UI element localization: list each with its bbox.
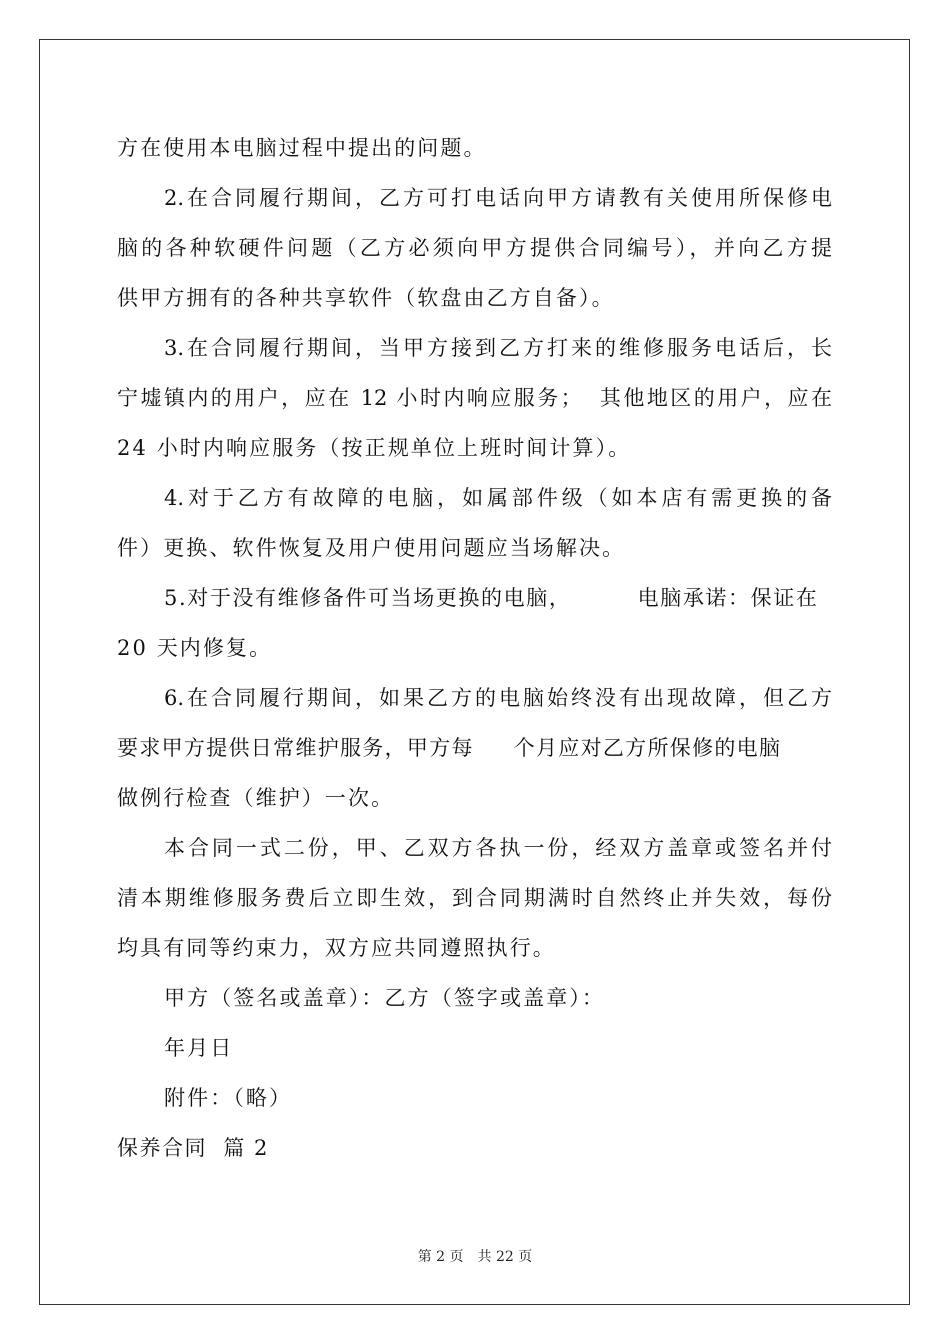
page-footer bbox=[0, 1247, 950, 1267]
text-line: 2.在合同履行期间，乙方可打电话向甲方请教有关使用所保修电 bbox=[164, 186, 832, 210]
text-line: 20 天内修复。 bbox=[117, 636, 273, 660]
text-line: 3.在合同履行期间，当甲方接到乙方打来的维修服务电话后，长 bbox=[164, 336, 832, 360]
text-line: 供甲方拥有的各种共享软件（软盘由乙方自备）。 bbox=[117, 286, 615, 310]
text-line: 脑的各种软硬件问题（乙方必须向甲方提供合同编号），并向乙方提 bbox=[117, 236, 832, 260]
text-line: 24 小时内响应服务（按正规单位上班时间计算）。 bbox=[117, 436, 632, 460]
text-line: 4.对于乙方有故障的电脑，如属部件级（如本店有需更换的备 bbox=[164, 486, 832, 510]
text-line: 均具有同等约束力，双方应共同遵照执行。 bbox=[117, 936, 556, 960]
page-border bbox=[39, 39, 910, 1305]
page-number: 第 2 页 bbox=[417, 1249, 464, 1265]
text-line: 6.在合同履行期间，如果乙方的电脑始终没有出现故障，但乙方 bbox=[164, 686, 832, 710]
text-line: 本合同一式二份，甲、乙双方各执一份，经双方盖章或签名并付 bbox=[164, 836, 832, 860]
signature-line: 甲方（签名或盖章）：乙方（签字或盖章）： bbox=[164, 986, 605, 1010]
text-line: 宁墟镇内的用户，应在 12 小时内响应服务； 其他地区的用户，应在 bbox=[117, 386, 832, 410]
text-line: 方在使用本电脑过程中提出的问题。 bbox=[117, 136, 487, 160]
page-total: 共 22 页 bbox=[477, 1249, 533, 1265]
attachment-line: 附件：（略） bbox=[164, 1086, 293, 1110]
date-line: 年月日 bbox=[164, 1036, 234, 1060]
text-line: 做例行检查（维护）一次。 bbox=[117, 786, 395, 810]
text-line: 件）更换、软件恢复及用户使用问题应当场解决。 bbox=[117, 536, 626, 560]
text-line: 5.对于没有维修备件可当场更换的电脑， 电脑承诺：保证在 bbox=[164, 586, 819, 610]
section-heading: 保养合同 篇 2 bbox=[117, 1136, 269, 1160]
text-line: 要求甲方提供日常维护服务，甲方每 个月应对乙方所保修的电脑 bbox=[117, 736, 782, 760]
text-line: 清本期维修服务费后立即生效，到合同期满时自然终止并失效，每份 bbox=[117, 886, 832, 910]
